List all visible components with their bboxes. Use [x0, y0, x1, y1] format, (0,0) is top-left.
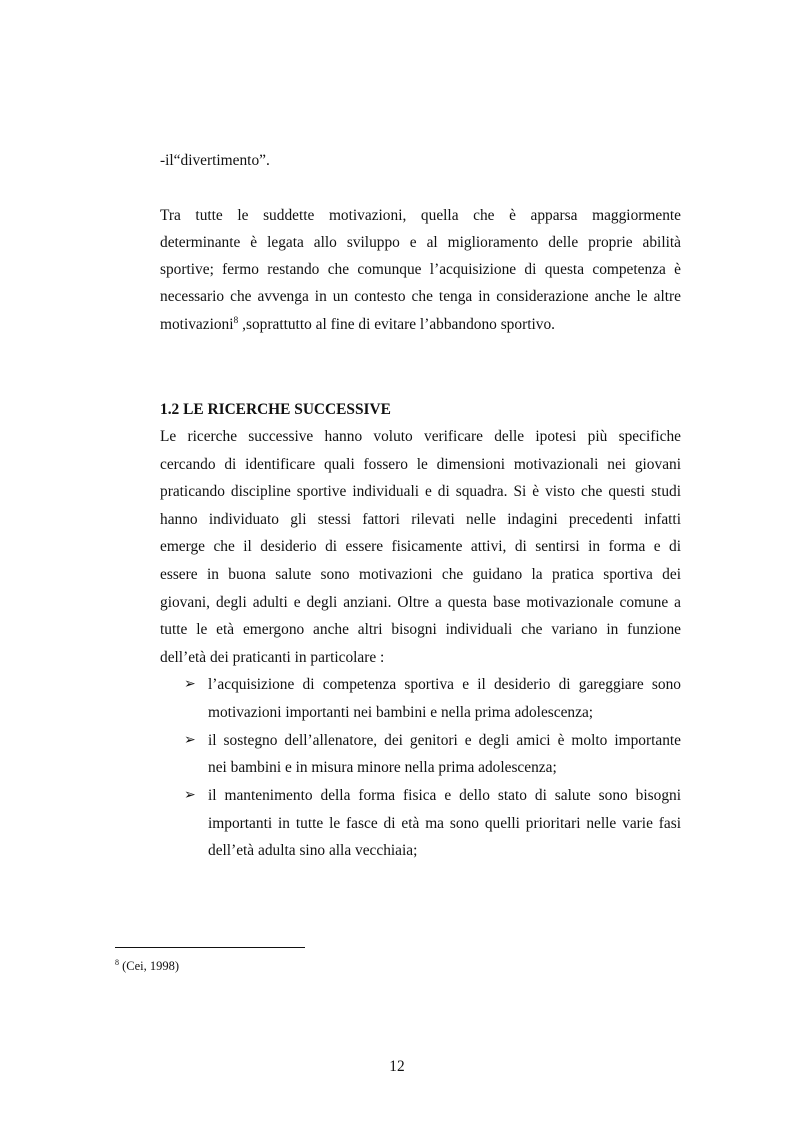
- footnote-separator: [115, 947, 305, 948]
- section-heading: 1.2 LE RICERCHE SUCCESSIVE: [160, 401, 391, 418]
- paragraph-line: tutte le età emergono anche altri bisogni individuali che variano in funzione: [160, 621, 681, 638]
- arrow-bullet-icon: ➢: [184, 733, 196, 748]
- footnote: [115, 958, 179, 974]
- paragraph-line-with-footnote: [160, 315, 681, 335]
- paragraph-line: Le ricerche successive hanno voluto verificare delle ipotesi più specifiche: [160, 428, 681, 445]
- paragraph-line: Tra tutte le suddette motivazioni, quella che è apparsa maggiormente: [160, 207, 681, 224]
- paragraph-text: ,soprattutto al fine di evitare l’abbandono sportivo.: [238, 316, 555, 333]
- bullet-line: l’acquisizione di competenza sportiva e il desiderio di gareggiare sono: [208, 676, 681, 693]
- page-number: 12: [389, 1058, 405, 1075]
- bullet-line: dell’età adulta sino alla vecchiaia;: [208, 842, 418, 859]
- footnote-text: (Cei, 1998): [119, 959, 180, 973]
- footnote-marker: 8: [115, 957, 119, 967]
- paragraph-line: giovani, degli adulti e degli anziani. Oltre a questa base motivazionale comune a: [160, 594, 681, 611]
- bullet-line: il sostegno dell’allenatore, dei genitori e degli amici è molto importante: [208, 732, 681, 749]
- paragraph-line: emerge che il desiderio di essere fisicamente attivi, di sentirsi in forma e di: [160, 538, 681, 555]
- footnote-reference[interactable]: 8: [233, 315, 239, 326]
- paragraph-line: hanno individuato gli stessi fattori rilevati nelle indagini precedenti infatti: [160, 511, 681, 528]
- paragraph-line: determinante è legata allo sviluppo e al miglioramento delle proprie abilità: [160, 234, 681, 251]
- paragraph-line: sportive; fermo restando che comunque l’acquisizione di questa competenza è: [160, 261, 681, 278]
- arrow-bullet-icon: ➢: [184, 677, 196, 692]
- bullet-line: il mantenimento della forma fisica e dello stato di salute sono bisogni: [208, 787, 681, 804]
- arrow-bullet-icon: ➢: [184, 788, 196, 803]
- paragraph-line: dell’età dei praticanti in particolare :: [160, 649, 385, 666]
- bullet-line: importanti in tutte le fasce di età ma sono quelli prioritari nelle varie fasi: [208, 815, 681, 832]
- list-item-divertimento: -il“divertimento”.: [160, 152, 270, 169]
- paragraph-line: cercando di identificare quali fossero le dimensioni motivazionali nei giovani: [160, 456, 681, 473]
- bullet-line: nei bambini e in misura minore nella prima adolescenza;: [208, 759, 557, 776]
- paragraph-line: essere in buona salute sono motivazioni che guidano la pratica sportiva dei: [160, 566, 681, 583]
- paragraph-line: praticando discipline sportive individuali e di squadra. Si è visto che questi studi: [160, 483, 681, 500]
- bullet-line: motivazioni importanti nei bambini e nella prima adolescenza;: [208, 704, 594, 721]
- paragraph-text: motivazioni: [160, 316, 234, 333]
- paragraph-line: necessario che avvenga in un contesto che tenga in considerazione anche le altre: [160, 288, 681, 305]
